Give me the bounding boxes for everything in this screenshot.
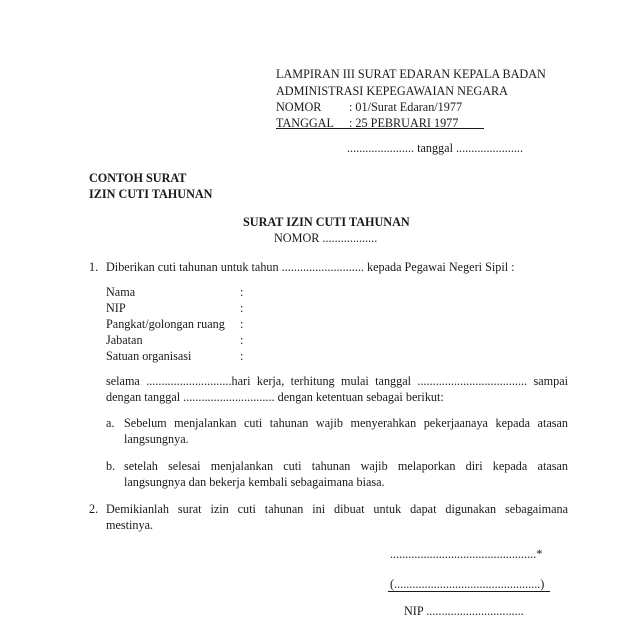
letter-number: NOMOR .................. [274, 231, 378, 245]
condition-a-line-2: langsungnya. [124, 432, 189, 446]
item-1-number: 1. [89, 260, 99, 274]
duration-line-2: dengan tanggal .............................. dengan ketentuan sebagai berikut: [106, 390, 444, 404]
header-underline [276, 128, 484, 129]
example-title-line-1: CONTOH SURAT [89, 171, 187, 185]
field-label-pangkat: Pangkat/golongan ruang [106, 317, 225, 331]
field-colon-satuan-organisasi: : [240, 349, 244, 363]
duration-line-1: selama ............................hari kerja, terhitung mulai tanggal .................................... sampai [106, 374, 568, 388]
field-label-satuan-organisasi: Satuan organisasi [106, 349, 192, 363]
field-label-nama: Nama [106, 285, 136, 299]
field-label-jabatan: Jabatan [106, 333, 143, 347]
header-tanggal-label: TANGGAL [276, 116, 334, 130]
condition-b-line-2: langsungnya dan bekerja kembali sebagaimana biasa. [124, 475, 385, 489]
condition-b-line-1: setelah selesai menjalankan cuti tahunan wajib melaporkan diri kepada atasan [124, 459, 568, 473]
header-tanggal-value: : 25 PEBRUARI 1977 [349, 116, 459, 130]
field-colon-pangkat: : [240, 317, 244, 331]
example-title-line-2: IZIN CUTI TAHUNAN [89, 187, 213, 201]
header-nomor-value: : 01/Surat Edaran/1977 [349, 100, 463, 114]
condition-b-letter: b. [106, 459, 116, 473]
field-label-nip: NIP [106, 301, 126, 315]
item-2-line-1: Demikianlah surat izin cuti tahunan ini dibuat untuk dapat digunakan sebagaimana [106, 502, 568, 516]
header-nomor-label: NOMOR [276, 100, 322, 114]
header-line-1: LAMPIRAN III SURAT EDARAN KEPALA BADAN [276, 67, 546, 81]
item-1-text: Diberikan cuti tahunan untuk tahun ........................... kepada Pegawai Negeri Sipil : [106, 260, 515, 274]
signature-position: ................................................* [390, 547, 543, 561]
signature-nip: NIP ................................ [404, 604, 524, 618]
field-colon-nama: : [240, 285, 244, 299]
field-colon-jabatan: : [240, 333, 244, 347]
letter-title: SURAT IZIN CUTI TAHUNAN [243, 215, 410, 229]
condition-a-letter: a. [106, 416, 115, 430]
place-date-line: ...................... tanggal ...................... [347, 141, 524, 155]
signature-underline [388, 591, 550, 592]
condition-a-line-1: Sebelum menjalankan cuti tahunan wajib menyerahkan pekerjaanaya kepada atasan [124, 416, 568, 430]
field-colon-nip: : [240, 301, 244, 315]
header-line-2: ADMINISTRASI KEPEGAWAIAN NEGARA [276, 84, 508, 98]
item-2-number: 2. [89, 502, 99, 516]
item-2-line-2: mestinya. [106, 518, 154, 532]
signature-name: (................................................) [390, 577, 545, 591]
